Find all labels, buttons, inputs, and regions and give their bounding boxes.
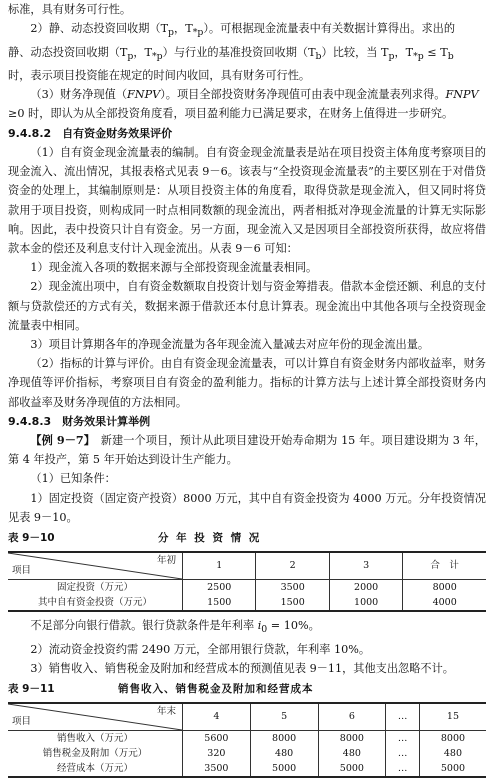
table-caption <box>8 680 486 699</box>
section-heading: 9.4.8.2 自有资金财务效果评价 <box>8 126 173 140</box>
paragraph: （1）自有资金现金流量表的编制。自有资金现金流量表是站在项目投资主体角度考察项目的现金流入、流出情况，其报表格式见表 9－6。该表与“全投资现金流量表”的主要区别在于对借贷资金的处理上，其编制原则是：从项目投资主体的角度看，取得贷款是现金流入，但又同时将贷款用于项目投资，则构成同一时点相同数额的现金流出，两者相抵对净现金流量的计算无实际影响。因此，表中投资只计自有资金。另一方面，现金流入又是因项目全部投资所获得，故应将借款本金的偿还及利息支付计入现金流出。从表 9－6 可知： <box>8 145 486 255</box>
paragraph-loan <box>8 616 486 639</box>
table-row <box>8 746 486 761</box>
sales-table <box>8 702 486 778</box>
corner-cell <box>8 552 183 580</box>
table-cell: … <box>386 731 420 747</box>
table-cell: 5000 <box>419 761 486 777</box>
paragraph-line: ≥0 时，即认为从全部投资角度看，项目盈利能力已满足要求，在财务上值得进一步研究。 <box>8 107 454 121</box>
column-header: 4 <box>183 703 251 731</box>
table-cell: 480 <box>318 746 386 761</box>
example-label: 【例 9－7】 <box>30 432 90 447</box>
paragraph: 1）现金流入各项的数据来源与全部投资现金流量表相同。 <box>30 261 318 275</box>
text-run: 2）静、动态投资回收期（T <box>30 22 169 36</box>
table-cell: 4000 <box>403 595 486 611</box>
table-header-row <box>8 703 486 731</box>
subscript: p <box>168 27 175 39</box>
table-cell: 480 <box>250 746 318 761</box>
corner-top-label: 年末 <box>156 706 176 718</box>
table-row <box>8 580 486 596</box>
text-run: ，T <box>133 45 152 59</box>
paragraph: 3）项目计算期各年的净现金流量为各年现金流入量减去对应年份的现金流出量。 <box>30 337 430 351</box>
paragraph: 3）销售收入、销售税金及附加和经营成本的预测值见表 9－11，其他支出忽略不计。 <box>30 661 454 675</box>
italic-term: i <box>257 619 262 633</box>
table-cell: 2000 <box>329 580 402 596</box>
table-caption <box>8 529 486 548</box>
subscript: *p <box>151 50 163 62</box>
diagonal-line <box>8 704 182 730</box>
text-run: ）。项目全部投资财务净现值可由表中现金流量表列求得。 <box>160 88 446 102</box>
table-cell: 1500 <box>256 595 329 611</box>
table-title: 分 年 投 资 情 况 <box>158 531 262 544</box>
text-run: 不足部分向银行借款。银行贷款条件是年利率 <box>30 619 258 633</box>
subscript: p <box>388 50 395 62</box>
table-row <box>8 761 486 777</box>
text-run: ，T <box>394 45 414 59</box>
text-run: ）。可根据现金流量表中有关数据计算得出。求出的 <box>203 22 456 36</box>
text-run: ，T <box>174 22 193 36</box>
text-run: = 10%。 <box>267 619 320 633</box>
subscript: *p <box>413 50 424 62</box>
paragraph-example <box>8 431 486 469</box>
diagonal-line <box>8 553 182 579</box>
paragraph: 2）流动资金投资约需 2490 万元，全部用银行贷款，年利率 10%。 <box>30 642 371 656</box>
table-cell: 1500 <box>183 595 256 611</box>
table-cell: … <box>386 761 420 777</box>
italic-term: FNPV <box>127 88 161 102</box>
table-cell: 8000 <box>403 580 486 596</box>
text-run: （3）财务净现值（ <box>30 88 128 102</box>
italic-term: FNPV <box>445 88 479 102</box>
corner-bottom-label: 项目 <box>12 565 32 577</box>
table-row <box>8 595 486 611</box>
text-run: ）比较，当 T <box>321 45 389 59</box>
table-header-row <box>8 552 486 580</box>
column-header: 5 <box>250 703 318 731</box>
table-cell: 480 <box>419 746 486 761</box>
subscript: b <box>315 50 322 62</box>
column-header: 1 <box>183 552 256 580</box>
paragraph: （1）已知条件： <box>30 472 116 486</box>
column-header: 合 计 <box>403 552 486 580</box>
column-header: … <box>386 703 420 731</box>
subscript: p <box>127 50 134 62</box>
corner-top-label: 年初 <box>156 555 176 567</box>
table-cell: 2500 <box>183 580 256 596</box>
paragraph-fnpv <box>8 85 486 104</box>
text-run: 静、动态投资回收期（T <box>8 45 128 59</box>
table-number: 表 9－10 <box>8 531 55 544</box>
document-page <box>8 0 486 778</box>
section-heading: 9.4.8.3 财务效果计算举例 <box>8 414 151 428</box>
subscript: b <box>447 50 454 62</box>
paragraph-line: 标准，具有财务可行性。 <box>8 3 132 16</box>
table-title: 销售收入、销售税金及附加和经营成本 <box>118 683 314 695</box>
corner-cell <box>8 703 183 731</box>
corner-bottom-label: 项目 <box>12 716 32 728</box>
paragraph: 2）现金流出项中，自有资金数额取自投资计划与资金筹措表。借款本金偿还额、利息的支付额与贷款偿还的方式有关，数据来源于借款还本付息计算表。现金流出中其他各项与全投资现金流量表中相同。 <box>8 280 486 332</box>
paragraph-line: 时，表示项目投资能在规定的时间内收回，具有财务可行性。 <box>8 69 311 83</box>
table-cell: 1000 <box>329 595 402 611</box>
subscript: 0 <box>261 624 268 636</box>
table-cell: … <box>386 746 420 761</box>
row-label: 销售税金及附加（万元） <box>42 748 148 760</box>
column-header: 15 <box>419 703 486 731</box>
table-cell: 3500 <box>183 761 251 777</box>
column-header: 3 <box>329 552 402 580</box>
paragraph-payback <box>8 19 486 42</box>
text-run: 新建一个项目，预计从此项目建设开始寿命期为 15 年。项目建设期为 3 年，第 4 年投产，第 5 年开始达到设计生产能力。 <box>8 433 486 467</box>
column-header: 6 <box>318 703 386 731</box>
table-cell: 3500 <box>256 580 329 596</box>
table-cell: 5000 <box>318 761 386 777</box>
table-cell: 320 <box>183 746 251 761</box>
table-number: 表 9－11 <box>8 683 55 695</box>
table-cell: 8000 <box>318 731 386 747</box>
investment-table <box>8 551 486 612</box>
row-label: 经营成本（万元） <box>56 763 133 775</box>
table-cell: 5600 <box>183 731 251 747</box>
table-row <box>8 731 486 747</box>
paragraph: （2）指标的计算与评价。由自有资金现金流量表，可以计算自有资金财务内部收益率，财务净现值等评价指标，考察项目自有资金的盈利能力。指标的计算方法与上述计算全部投资财务内部收益率及财务净现值的方法相同。 <box>8 357 486 409</box>
text-run: ≤ T <box>423 45 448 59</box>
table-cell: 8000 <box>419 731 486 747</box>
table-cell: 8000 <box>250 731 318 747</box>
paragraph-payback-cont <box>8 43 486 66</box>
row-label: 其中自有资金投资（万元） <box>37 597 152 609</box>
table-cell: 5000 <box>250 761 318 777</box>
text-run: ）与行业的基准投资回收期（T <box>162 45 316 59</box>
subscript: *p <box>192 27 204 39</box>
row-label: 固定投资（万元） <box>56 582 133 594</box>
paragraph: 1）固定投资（固定资产投资）8000 万元，其中自有资金投资为 4000 万元。分年投资情况见表 9－10。 <box>8 491 486 524</box>
column-header: 2 <box>256 552 329 580</box>
row-label: 销售收入（万元） <box>56 733 133 745</box>
